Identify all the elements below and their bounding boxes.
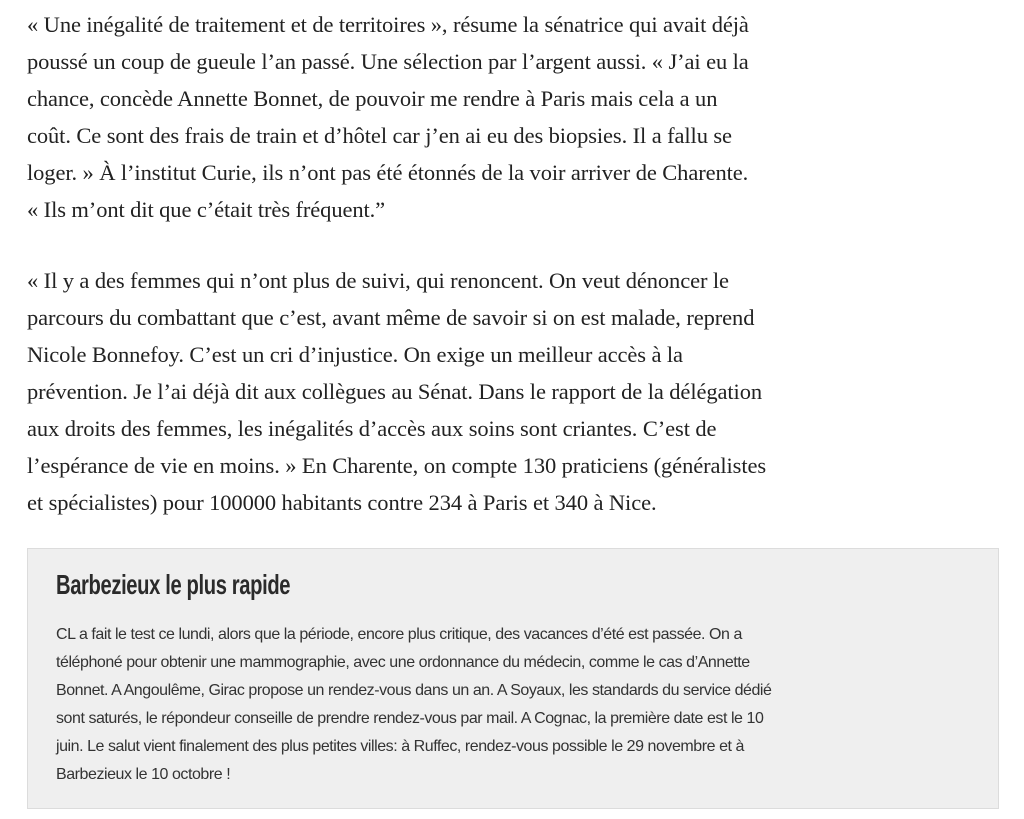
text-line: prévention. Je l’ai déjà dit aux collègues au Sénat. Dans le rapport de la délégation (27, 379, 762, 404)
text-line: coût. Ce sont des frais de train et d’hôtel car j’en ai eu des biopsies. Il a fallu se (27, 123, 732, 148)
text-line: loger. » À l’institut Curie, ils n’ont pas été étonnés de la voir arriver de Charente. (27, 160, 749, 185)
text-line: Nicole Bonnefoy. C’est un cri d’injustice. On exige un meilleur accès à la (27, 342, 683, 367)
text-line: Barbezieux le 10 octobre ! (56, 766, 231, 783)
article-paragraph-1 (27, 6, 749, 228)
text-line: « Ils m’ont dit que c’était très fréquent.” (27, 197, 386, 222)
sidebar-box (27, 548, 999, 809)
text-line: CL a fait le test ce lundi, alors que la période, encore plus critique, des vacances d’été est passée. On a (56, 626, 742, 643)
text-line: « Il y a des femmes qui n’ont plus de suivi, qui renoncent. On veut dénoncer le (27, 268, 729, 293)
text-line: Bonnet. A Angoulême, Girac propose un rendez-vous dans un an. A Soyaux, les standards du service dédié (56, 682, 772, 699)
box-title: Barbezieux le plus rapide (56, 569, 291, 600)
text-line: sont saturés, le répondeur conseille de prendre rendez-vous par mail. A Cognac, la première date est le 10 (56, 710, 764, 727)
text-line: l’espérance de vie en moins. » En Charente, on compte 130 praticiens (généralistes (27, 453, 767, 478)
text-line: et spécialistes) pour 100000 habitants contre 234 à Paris et 340 à Nice. (27, 490, 657, 515)
text-line: parcours du combattant que c’est, avant même de savoir si on est malade, reprend (27, 305, 755, 330)
article-paragraph-2 (27, 262, 766, 521)
text-line: téléphoné pour obtenir une mammographie, avec une ordonnance du médecin, comme le cas d’Annette (56, 654, 750, 671)
text-line: chance, concède Annette Bonnet, de pouvoir me rendre à Paris mais cela a un (27, 86, 718, 111)
text-line: aux droits des femmes, les inégalités d’accès aux soins sont criantes. C’est de (27, 416, 717, 441)
text-line: poussé un coup de gueule l’an passé. Une sélection par l’argent aussi. « J’ai eu la (27, 49, 749, 74)
text-line: juin. Le salut vient finalement des plus petites villes: à Ruffec, rendez-vous possible le 29 novembre et à (56, 738, 744, 755)
text-line: « Une inégalité de traitement et de territoires », résume la sénatrice qui avait déjà (27, 12, 749, 37)
box-body (56, 621, 771, 789)
